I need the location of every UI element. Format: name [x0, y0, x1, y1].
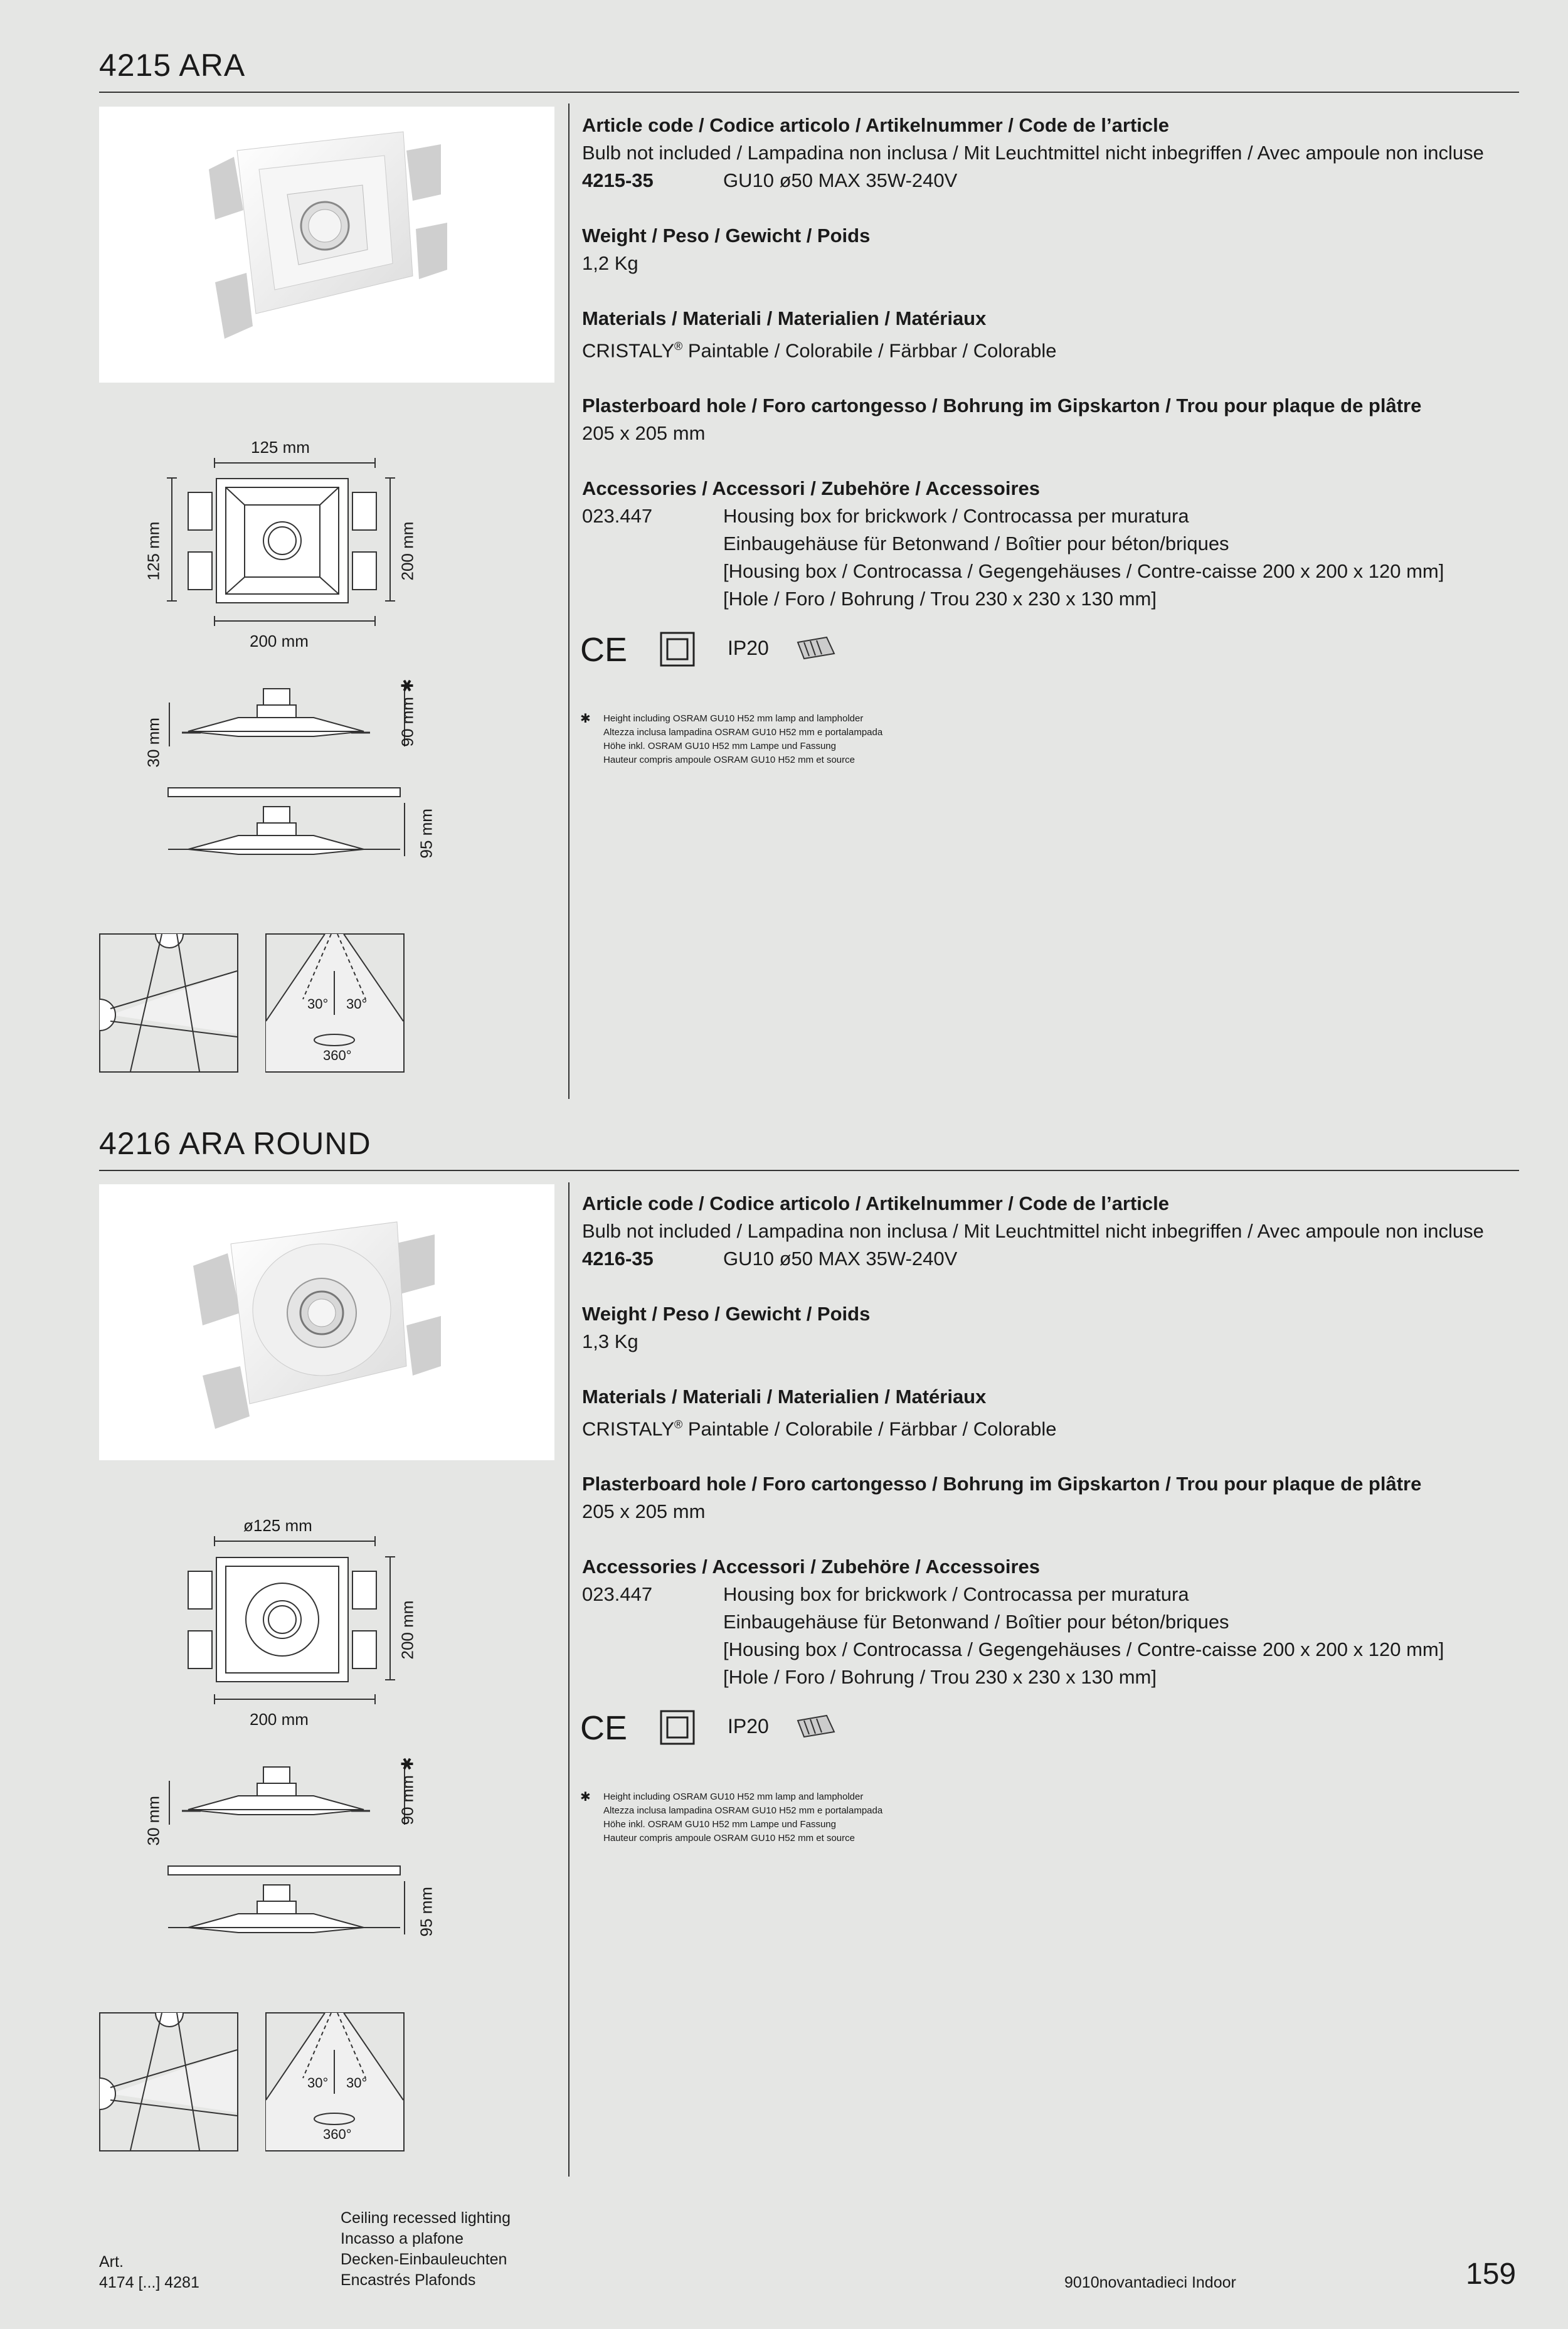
section-view-drawing [163, 1862, 414, 1944]
art-range: 4174 [...] 4281 [99, 2274, 199, 2291]
product-title: 4215 ARA [99, 48, 246, 83]
dim-bottom-width: 200 mm [250, 1710, 309, 1729]
materials-value: CRISTALY® Paintable / Colorabile / Färbbar / Colorable [582, 339, 1057, 362]
hole-header: Plasterboard hole / Foro cartongesso / Bohrung im Gipskarton / Trou pour plaque de plâtre [582, 1473, 1422, 1495]
dim-side-left: 30 mm [144, 1796, 163, 1846]
bulb-note: Bulb not included / Lampadina non inclusa / Mit Leuchtmittel nicht inbegriffen / Avec ampoule non incluse [582, 1220, 1484, 1242]
footer-category: Ceiling recessed lighting Incasso a plafone Decken-Einbauleuchten Encastrés Plafonds [341, 2209, 511, 2289]
accessory-line: [Housing box / Controcassa / Gegengehäuses / Contre-caisse 200 x 200 x 120 mm] [723, 560, 1444, 583]
weight-header: Weight / Peso / Gewicht / Poids [582, 1303, 871, 1325]
accessory-line: [Housing box / Controcassa / Gegengehäuses / Contre-caisse 200 x 200 x 120 mm] [723, 1638, 1444, 1661]
article-spec: GU10 ø50 MAX 35W-240V [723, 169, 958, 191]
section-view-drawing [163, 784, 414, 866]
dim-right-height: 200 mm [398, 521, 417, 581]
column-divider [568, 103, 569, 1099]
ce-mark-icon: CE [580, 631, 628, 669]
title-rule [99, 1170, 1519, 1171]
hole-value: 205 x 205 mm [582, 422, 706, 445]
dim-line [213, 458, 376, 468]
weight-header: Weight / Peso / Gewicht / Poids [582, 225, 871, 247]
product-photo [99, 107, 554, 383]
product-info [582, 1190, 1523, 1691]
product-photo [99, 1184, 554, 1460]
side-view-drawing [163, 684, 414, 753]
angle-left-label: 30° [307, 996, 329, 1012]
angle-right-label: 30° [346, 996, 368, 1012]
product-title: 4216 ARA ROUND [99, 1126, 371, 1161]
accessory-line: Housing box for brickwork / Controcassa per muratura [723, 1583, 1189, 1606]
dim-left-height: 125 mm [144, 521, 163, 581]
insulation-icon [795, 635, 837, 660]
accessory-line: [Hole / Foro / Bohrung / Trou 230 x 230 x 130 mm] [723, 1666, 1157, 1689]
rotation-label: 360° [323, 2126, 352, 2142]
rotation-label: 360° [323, 1048, 352, 1063]
ip-rating: IP20 [728, 1715, 769, 1737]
hole-header: Plasterboard hole / Foro cartongesso / Bohrung im Gipskarton / Trou pour plaque de plâtre [582, 395, 1422, 417]
art-label: Art. [99, 2253, 124, 2271]
side-view-drawing [163, 1762, 414, 1831]
accessory-line: Housing box for brickwork / Controcassa per muratura [723, 505, 1189, 528]
dim-right-height: 200 mm [398, 1600, 417, 1660]
weight-value: 1,3 Kg [582, 1330, 638, 1352]
dim-side-right: 90 mm ✱ [398, 679, 417, 747]
accessory-code: 023.447 [582, 1583, 653, 1606]
article-code: 4216-35 [582, 1248, 654, 1270]
footnote: Height including OSRAM GU10 H52 mm lamp and lampholder Altezza inclusa lampadina OSRAM GU10 H52 mm e portalampada Höhe inkl. OSRAM GU10 H52 mm Lampe und Fassung Hauteur compris ampoule OSRAM GU10 H52 mm et source [603, 1791, 883, 1844]
dim-top-width: 125 mm [251, 438, 310, 457]
angle-left-label: 30° [307, 2075, 329, 2091]
page-number: 159 [1466, 2257, 1517, 2291]
dim-line [167, 477, 177, 602]
footnote-star-icon: ✱ [580, 1790, 591, 1804]
front-view-drawing [182, 1552, 383, 1687]
footnote: Height including OSRAM GU10 H52 mm lamp and lampholder Altezza inclusa lampadina OSRAM GU10 H52 mm e portalampada Höhe inkl. OSRAM GU10 H52 mm Lampe und Fassung Hauteur compris ampoule OSRAM GU10 H52 mm et source [603, 713, 883, 765]
article-code: 4215-35 [582, 169, 654, 191]
accessories-header: Accessories / Accessori / Zubehöre / Accessoires [582, 1556, 1041, 1578]
dim-line [385, 477, 395, 602]
front-view-drawing [182, 474, 383, 608]
column-divider [568, 1182, 569, 2177]
dim-line [213, 1694, 376, 1704]
dim-line [385, 1556, 395, 1681]
accessory-line: Einbaugehäuse für Betonwand / Boîtier pour béton/briques [723, 533, 1229, 555]
angle-right-label: 30° [346, 2075, 368, 2091]
article-header: Article code / Codice articolo / Artikelnummer / Code de l’article [582, 1192, 1169, 1214]
article-header: Article code / Codice articolo / Artikelnummer / Code de l’article [582, 114, 1169, 136]
accessory-line: [Hole / Foro / Bohrung / Trou 230 x 230 x 130 mm] [723, 588, 1157, 610]
footer-brand: 9010novantadieci Indoor [1064, 2274, 1236, 2291]
materials-header: Materials / Materiali / Materialien / Matériaux [582, 307, 987, 329]
tilt-diagram [99, 2012, 238, 2151]
class-ii-icon [659, 1709, 696, 1746]
tilt-diagram [99, 933, 238, 1073]
article-spec: GU10 ø50 MAX 35W-240V [723, 1248, 958, 1270]
materials-header: Materials / Materiali / Materialien / Matériaux [582, 1386, 987, 1408]
dim-section-right: 95 mm [416, 809, 436, 859]
dim-section-right: 95 mm [416, 1887, 436, 1937]
hole-value: 205 x 205 mm [582, 1500, 706, 1523]
dim-side-right: 90 mm ✱ [398, 1757, 417, 1825]
dim-top-width: ø125 mm [243, 1516, 312, 1535]
product-info [582, 112, 1523, 613]
footnote-star-icon: ✱ [580, 712, 591, 726]
accessories-header: Accessories / Accessori / Zubehöre / Accessoires [582, 477, 1041, 500]
ip-rating: IP20 [728, 637, 769, 659]
insulation-icon [795, 1713, 837, 1738]
accessory-line: Einbaugehäuse für Betonwand / Boîtier pour béton/briques [723, 1611, 1229, 1633]
materials-value: CRISTALY® Paintable / Colorabile / Färbbar / Colorable [582, 1418, 1057, 1440]
bulb-note: Bulb not included / Lampadina non inclusa / Mit Leuchtmittel nicht inbegriffen / Avec ampoule non incluse [582, 142, 1484, 164]
title-rule [99, 92, 1519, 93]
class-ii-icon [659, 630, 696, 668]
weight-value: 1,2 Kg [582, 252, 638, 274]
footer-art [99, 2252, 199, 2293]
dim-side-left: 30 mm [144, 718, 163, 768]
ce-mark-icon: CE [580, 1709, 628, 1747]
dim-line [213, 1536, 376, 1546]
accessory-code: 023.447 [582, 505, 653, 528]
dim-line [213, 616, 376, 626]
dim-bottom-width: 200 mm [250, 632, 309, 650]
